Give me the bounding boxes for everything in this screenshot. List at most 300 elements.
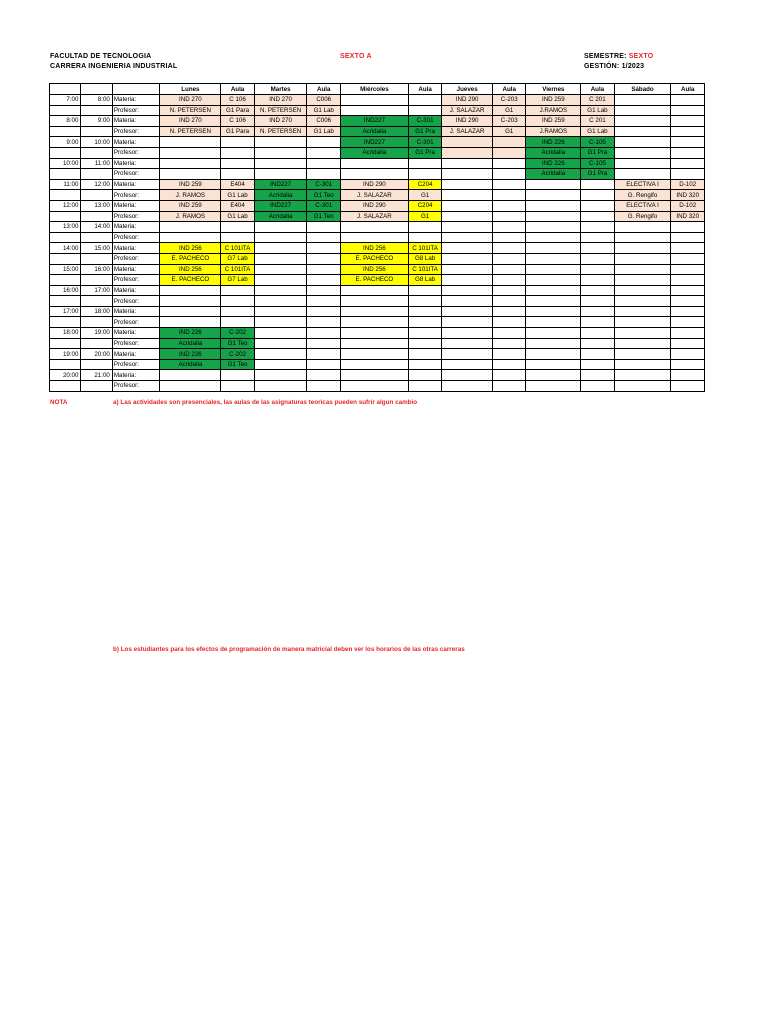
schedule-cell: IND 226 — [526, 158, 581, 169]
schedule-cell — [442, 158, 493, 169]
schedule-cell: N. PETERSEN — [160, 126, 221, 137]
schedule-cell: E404 — [221, 200, 254, 211]
schedule-cell — [221, 158, 254, 169]
table-row — [50, 179, 705, 190]
schedule-cell — [614, 296, 671, 307]
time-cell — [50, 211, 81, 222]
schedule-cell — [221, 137, 254, 148]
schedule-cell — [254, 147, 307, 158]
schedule-cell: G. Rengifo — [614, 190, 671, 201]
schedule-cell — [671, 169, 705, 180]
schedule-cell: G1 — [408, 190, 441, 201]
schedule-cell — [442, 137, 493, 148]
schedule-cell: C 101ITA — [408, 243, 441, 254]
schedule-cell — [307, 275, 340, 286]
row-label: Profesor: — [112, 211, 160, 222]
table-row — [50, 338, 705, 349]
row-label: Materia: — [112, 95, 160, 106]
row-label: Materia: — [112, 306, 160, 317]
schedule-cell — [340, 359, 408, 370]
faculty-title: FACULTAD DE TECNOLOGIA — [50, 53, 152, 60]
table-row — [50, 211, 705, 222]
schedule-cell — [581, 306, 614, 317]
table-row — [50, 328, 705, 339]
schedule-cell — [581, 179, 614, 190]
table-row — [50, 232, 705, 243]
schedule-cell: IND 226 — [160, 328, 221, 339]
schedule-cell: N. PETERSEN — [254, 105, 307, 116]
schedule-cell — [614, 285, 671, 296]
table-row — [50, 381, 705, 392]
column-header: Aula — [581, 84, 614, 95]
schedule-cell — [671, 95, 705, 106]
table-row — [50, 190, 705, 201]
schedule-cell: J. SALAZAR — [340, 190, 408, 201]
row-label: Materia: — [112, 243, 160, 254]
schedule-cell — [493, 285, 526, 296]
schedule-cell — [526, 222, 581, 233]
time-cell — [81, 105, 112, 116]
schedule-cell — [671, 338, 705, 349]
schedule-cell: J.RAMOS — [526, 126, 581, 137]
time-cell — [50, 126, 81, 137]
schedule-cell — [671, 243, 705, 254]
schedule-cell: G1 Teo — [307, 211, 340, 222]
schedule-cell — [493, 349, 526, 360]
schedule-cell — [581, 264, 614, 275]
schedule-cell: C-301 — [307, 179, 340, 190]
schedule-cell: IND 259 — [526, 95, 581, 106]
schedule-cell — [526, 359, 581, 370]
schedule-cell — [221, 381, 254, 392]
row-label: Materia: — [112, 200, 160, 211]
schedule-cell — [581, 317, 614, 328]
header-row — [50, 84, 705, 95]
schedule-cell — [526, 306, 581, 317]
time-cell — [50, 381, 81, 392]
schedule-cell: IND 226 — [526, 137, 581, 148]
schedule-cell: IND 256 — [160, 264, 221, 275]
time-cell: 17:00 — [50, 306, 81, 317]
schedule-cell — [671, 116, 705, 127]
time-cell: 12:00 — [50, 200, 81, 211]
schedule-cell — [307, 222, 340, 233]
schedule-cell — [526, 200, 581, 211]
schedule-cell — [442, 179, 493, 190]
schedule-cell — [160, 381, 221, 392]
row-label: Materia: — [112, 116, 160, 127]
column-header: Sábado — [614, 84, 671, 95]
schedule-cell — [307, 232, 340, 243]
table-row — [50, 243, 705, 254]
schedule-cell — [442, 349, 493, 360]
schedule-cell: N. PETERSEN — [160, 105, 221, 116]
schedule-cell: C-203 — [493, 116, 526, 127]
schedule-cell — [160, 306, 221, 317]
column-header: Viernes — [526, 84, 581, 95]
schedule-cell: C-203 — [493, 95, 526, 106]
row-label: Profesor: — [112, 253, 160, 264]
table-row — [50, 370, 705, 381]
schedule-cell — [221, 370, 254, 381]
schedule-cell — [307, 147, 340, 158]
time-cell — [81, 169, 112, 180]
time-cell — [81, 296, 112, 307]
schedule-cell: N. PETERSEN — [254, 126, 307, 137]
schedule-cell — [493, 328, 526, 339]
schedule-cell — [254, 338, 307, 349]
schedule-cell — [442, 306, 493, 317]
schedule-cell: G. Rengifo — [614, 211, 671, 222]
schedule-cell: IND227 — [340, 116, 408, 127]
schedule-cell — [442, 317, 493, 328]
schedule-cell — [526, 190, 581, 201]
schedule-cell — [526, 296, 581, 307]
schedule-cell — [254, 328, 307, 339]
schedule-cell — [442, 200, 493, 211]
schedule-cell — [408, 169, 441, 180]
schedule-cell: IND 259 — [160, 179, 221, 190]
time-cell — [50, 359, 81, 370]
column-header: Aula — [307, 84, 340, 95]
schedule-cell: IND 270 — [160, 95, 221, 106]
schedule-cell — [671, 359, 705, 370]
schedule-cell: Acridalia — [254, 190, 307, 201]
schedule-cell — [408, 370, 441, 381]
schedule-cell: C-202 — [221, 349, 254, 360]
schedule-cell — [307, 328, 340, 339]
schedule-cell — [340, 285, 408, 296]
column-header — [50, 84, 81, 95]
schedule-cell — [493, 232, 526, 243]
schedule-cell — [581, 232, 614, 243]
schedule-cell — [340, 370, 408, 381]
schedule-cell — [307, 370, 340, 381]
schedule-cell: C-105 — [581, 158, 614, 169]
schedule-cell — [614, 232, 671, 243]
row-label: Materia: — [112, 328, 160, 339]
schedule-cell: G1 Para — [221, 105, 254, 116]
schedule-cell — [581, 338, 614, 349]
schedule-cell: Acridalia — [340, 126, 408, 137]
schedule-cell — [614, 126, 671, 137]
schedule-cell: IND227 — [254, 179, 307, 190]
schedule-cell: G1 Teo — [221, 338, 254, 349]
schedule-cell — [442, 359, 493, 370]
schedule-cell: C 106 — [221, 95, 254, 106]
schedule-cell — [614, 381, 671, 392]
schedule-cell: C204 — [408, 179, 441, 190]
schedule-cell — [307, 317, 340, 328]
schedule-cell — [254, 253, 307, 264]
schedule-cell — [254, 243, 307, 254]
schedule-cell — [340, 306, 408, 317]
schedule-cell — [614, 275, 671, 286]
time-cell — [81, 211, 112, 222]
schedule-cell — [340, 95, 408, 106]
schedule-cell: Acridalia — [340, 147, 408, 158]
schedule-cell — [493, 370, 526, 381]
time-cell: 8:00 — [81, 95, 112, 106]
row-label: Materia: — [112, 285, 160, 296]
schedule-cell — [614, 317, 671, 328]
schedule-cell — [307, 306, 340, 317]
time-cell — [50, 317, 81, 328]
schedule-cell: E. PACHECO — [160, 275, 221, 286]
time-cell — [81, 317, 112, 328]
schedule-cell — [307, 264, 340, 275]
schedule-cell — [614, 253, 671, 264]
schedule-cell — [614, 222, 671, 233]
schedule-cell: J.RAMOS — [526, 105, 581, 116]
schedule-cell — [408, 338, 441, 349]
schedule-cell — [221, 296, 254, 307]
schedule-cell — [442, 370, 493, 381]
schedule-cell — [493, 211, 526, 222]
schedule-cell — [493, 338, 526, 349]
schedule-cell: IND 226 — [160, 349, 221, 360]
time-cell: 21:00 — [81, 370, 112, 381]
schedule-cell — [340, 317, 408, 328]
schedule-cell: G1 Lab — [221, 190, 254, 201]
schedule-cell — [581, 211, 614, 222]
time-cell: 11:00 — [81, 158, 112, 169]
schedule-cell: IND 320 — [671, 190, 705, 201]
schedule-cell — [581, 285, 614, 296]
semester-label: SEMESTRE: — [584, 53, 627, 60]
schedule-cell: G1 Teo — [307, 190, 340, 201]
time-cell: 10:00 — [50, 158, 81, 169]
schedule-cell: J. RAMOS — [160, 190, 221, 201]
schedule-cell: C 101ITA — [408, 264, 441, 275]
time-cell: 18:00 — [81, 306, 112, 317]
table-row — [50, 222, 705, 233]
schedule-cell — [408, 359, 441, 370]
schedule-cell — [526, 317, 581, 328]
time-cell — [81, 253, 112, 264]
schedule-cell — [493, 275, 526, 286]
time-cell: 16:00 — [50, 285, 81, 296]
schedule-cell — [307, 253, 340, 264]
schedule-cell — [340, 381, 408, 392]
schedule-cell: IND 256 — [340, 264, 408, 275]
time-cell: 10:00 — [81, 137, 112, 148]
schedule-cell: G1 Teo — [221, 359, 254, 370]
schedule-cell — [442, 190, 493, 201]
schedule-cell — [254, 158, 307, 169]
schedule-cell — [671, 222, 705, 233]
schedule-cell — [493, 190, 526, 201]
schedule-cell — [671, 275, 705, 286]
schedule-cell — [160, 285, 221, 296]
column-header: Aula — [221, 84, 254, 95]
schedule-cell: G1 Lab — [307, 105, 340, 116]
schedule-cell — [671, 285, 705, 296]
time-cell — [81, 275, 112, 286]
schedule-cell — [442, 296, 493, 307]
time-cell: 18:00 — [50, 328, 81, 339]
schedule-cell — [614, 137, 671, 148]
schedule-cell — [614, 116, 671, 127]
schedule-cell — [581, 222, 614, 233]
schedule-cell — [254, 317, 307, 328]
row-label: Profesor: — [112, 275, 160, 286]
time-cell: 7:00 — [50, 95, 81, 106]
schedule-cell: IND 256 — [340, 243, 408, 254]
row-label: Profesor: — [112, 296, 160, 307]
schedule-cell — [493, 158, 526, 169]
schedule-cell — [160, 232, 221, 243]
schedule-cell: IND 320 — [671, 211, 705, 222]
schedule-cell — [408, 306, 441, 317]
time-cell — [50, 190, 81, 201]
time-cell — [50, 147, 81, 158]
schedule-cell — [493, 147, 526, 158]
schedule-cell — [340, 296, 408, 307]
schedule-cell — [526, 264, 581, 275]
schedule-cell — [160, 296, 221, 307]
schedule-cell — [160, 158, 221, 169]
schedule-cell: IND 290 — [442, 116, 493, 127]
row-label: Profesor: — [112, 359, 160, 370]
table-row — [50, 317, 705, 328]
schedule-table — [49, 83, 705, 392]
schedule-cell — [221, 169, 254, 180]
schedule-cell — [581, 190, 614, 201]
schedule-cell — [581, 275, 614, 286]
schedule-cell — [493, 222, 526, 233]
schedule-cell — [160, 147, 221, 158]
schedule-cell — [581, 328, 614, 339]
table-row — [50, 359, 705, 370]
schedule-cell — [442, 381, 493, 392]
schedule-cell: G1 — [408, 211, 441, 222]
schedule-cell — [307, 359, 340, 370]
schedule-cell — [526, 338, 581, 349]
schedule-cell: IND 270 — [160, 116, 221, 127]
schedule-cell: G1 Pra — [408, 147, 441, 158]
schedule-cell — [614, 359, 671, 370]
schedule-cell — [614, 158, 671, 169]
time-cell: 16:00 — [81, 264, 112, 275]
schedule-cell: IND 270 — [254, 116, 307, 127]
schedule-cell: C-202 — [221, 328, 254, 339]
schedule-cell — [160, 169, 221, 180]
schedule-cell: C 101ITA — [221, 243, 254, 254]
schedule-cell — [254, 137, 307, 148]
schedule-cell — [221, 232, 254, 243]
schedule-cell — [254, 169, 307, 180]
table-row — [50, 137, 705, 148]
schedule-cell — [581, 200, 614, 211]
schedule-cell — [526, 285, 581, 296]
schedule-cell: G1 Pra — [408, 126, 441, 137]
schedule-cell: C 201 — [581, 95, 614, 106]
schedule-cell — [340, 222, 408, 233]
row-label: Materia: — [112, 158, 160, 169]
schedule-cell — [581, 370, 614, 381]
column-header: Miércoles — [340, 84, 408, 95]
schedule-cell: C006 — [307, 95, 340, 106]
schedule-cell — [581, 243, 614, 254]
time-cell: 15:00 — [81, 243, 112, 254]
schedule-cell: G1 — [493, 126, 526, 137]
table-row — [50, 169, 705, 180]
column-header: Martes — [254, 84, 307, 95]
schedule-cell: G1 Pra — [581, 169, 614, 180]
schedule-cell — [614, 243, 671, 254]
schedule-cell — [340, 158, 408, 169]
schedule-cell: Acridalia — [160, 359, 221, 370]
schedule-cell: C 106 — [221, 116, 254, 127]
table-row — [50, 95, 705, 106]
schedule-cell — [671, 381, 705, 392]
schedule-cell — [671, 137, 705, 148]
schedule-cell: G8 Lab — [408, 253, 441, 264]
schedule-cell — [254, 306, 307, 317]
table-row — [50, 126, 705, 137]
time-cell — [81, 190, 112, 201]
career-title: CARRERA INGENIERIA INDUSTRIAL — [50, 63, 178, 70]
schedule-cell — [307, 349, 340, 360]
schedule-cell — [307, 137, 340, 148]
note-a: a) Las actividades son presenciales, las aulas de las asignaturas teoricas pueden sufrir algun cambio — [113, 399, 418, 406]
schedule-cell — [221, 306, 254, 317]
group-title: SEXTO A — [340, 53, 372, 60]
schedule-cell — [671, 126, 705, 137]
schedule-cell — [493, 243, 526, 254]
table-row — [50, 147, 705, 158]
schedule-cell — [671, 105, 705, 116]
schedule-cell — [254, 264, 307, 275]
schedule-cell — [221, 222, 254, 233]
row-label: Profesor: — [112, 147, 160, 158]
schedule-cell — [408, 328, 441, 339]
schedule-cell — [408, 296, 441, 307]
time-cell: 19:00 — [81, 328, 112, 339]
time-cell — [50, 105, 81, 116]
table-row — [50, 306, 705, 317]
schedule-cell — [493, 296, 526, 307]
schedule-cell — [493, 264, 526, 275]
schedule-cell — [442, 211, 493, 222]
table-row — [50, 200, 705, 211]
time-cell: 14:00 — [50, 243, 81, 254]
time-cell: 9:00 — [81, 116, 112, 127]
schedule-cell — [493, 359, 526, 370]
table-row — [50, 296, 705, 307]
column-header: Aula — [493, 84, 526, 95]
table-row — [50, 264, 705, 275]
table-row — [50, 253, 705, 264]
schedule-cell — [581, 253, 614, 264]
schedule-cell: C204 — [408, 200, 441, 211]
time-cell — [50, 275, 81, 286]
schedule-cell — [160, 370, 221, 381]
row-label: Profesor: — [112, 190, 160, 201]
schedule-cell: Acridalia — [526, 169, 581, 180]
schedule-cell — [526, 381, 581, 392]
schedule-cell — [442, 222, 493, 233]
schedule-cell — [408, 95, 441, 106]
schedule-cell: C 101ITA — [221, 264, 254, 275]
schedule-cell — [614, 264, 671, 275]
schedule-cell — [614, 328, 671, 339]
row-label: Profesor: — [112, 338, 160, 349]
schedule-cell: IND 256 — [160, 243, 221, 254]
schedule-cell: J. SALAZAR — [340, 211, 408, 222]
row-label: Materia: — [112, 179, 160, 190]
